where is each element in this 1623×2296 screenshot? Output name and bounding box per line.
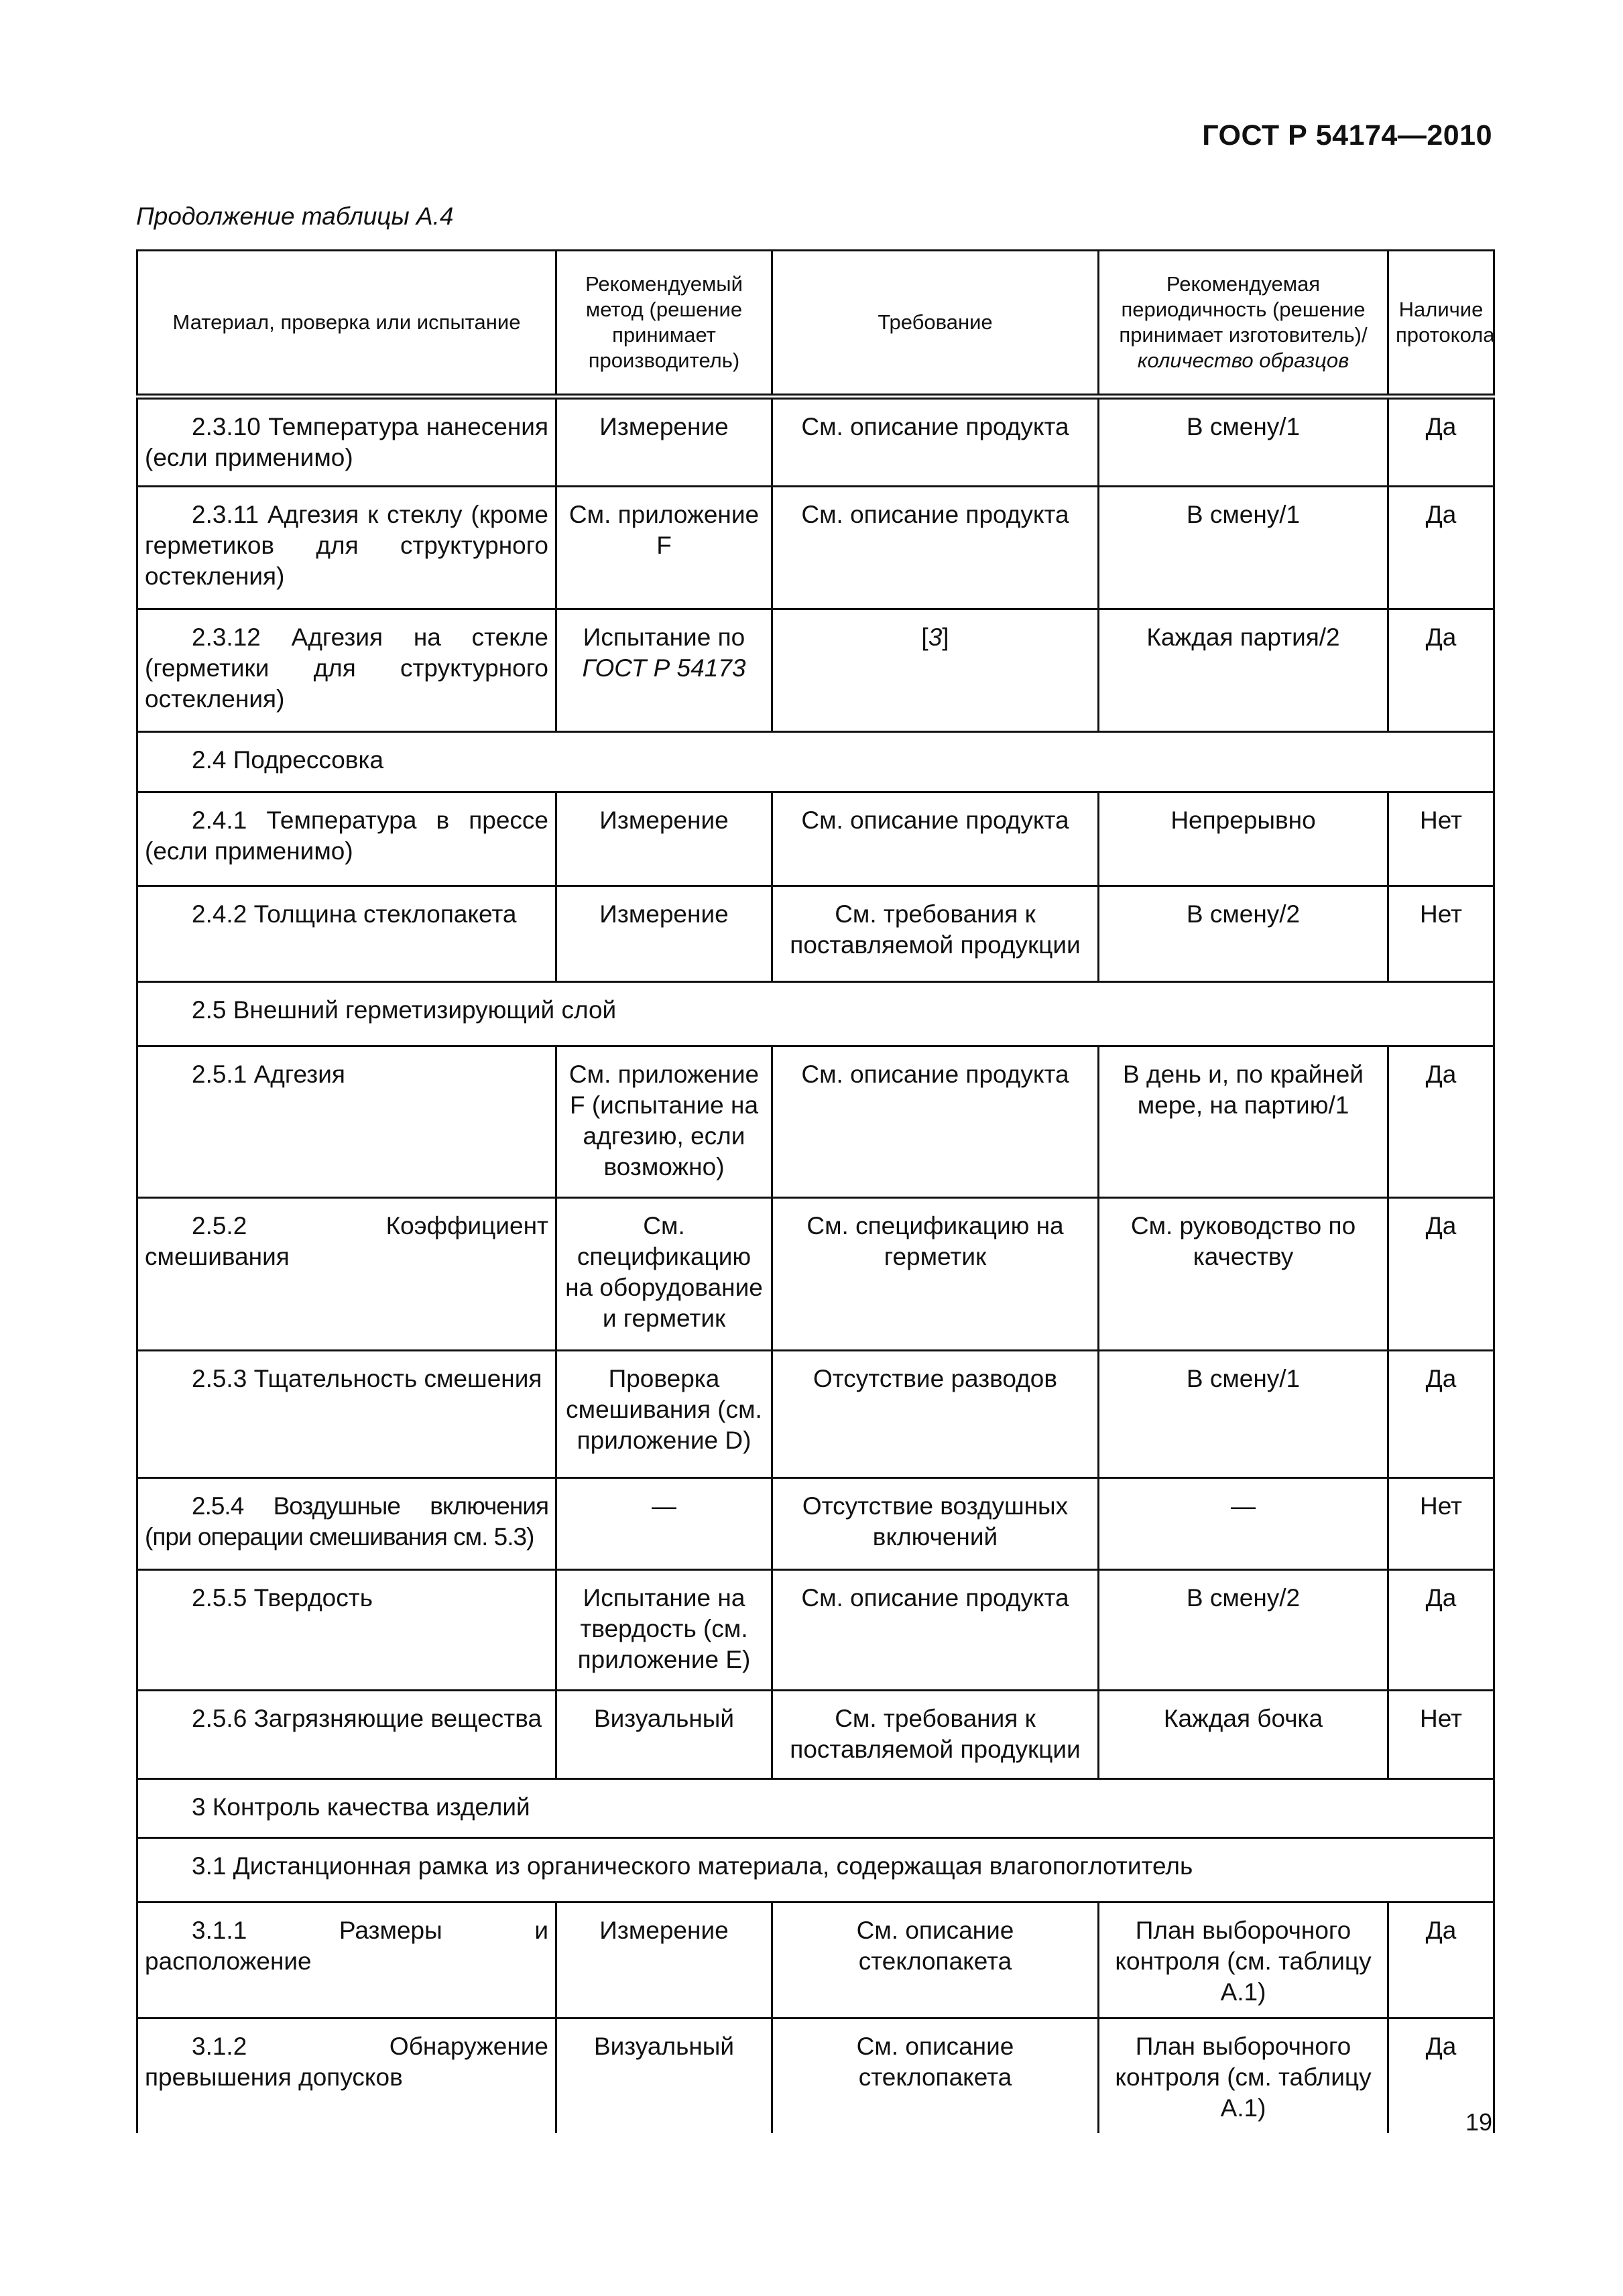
bibliography-reference: 3 [928, 623, 943, 651]
cell-frequency: Каждая партия/2 [1099, 609, 1388, 732]
cell-method: См. спецификацию на оборудование и герметик [556, 1198, 772, 1351]
cell-frequency: Непрерывно [1099, 792, 1388, 886]
cell-frequency: План выборочного контроля (см. таблицу А.1) [1099, 2018, 1388, 2134]
cell-protocol: Да [1388, 1570, 1494, 1691]
table-row [137, 1198, 1494, 1351]
table-row [137, 792, 1494, 886]
cell-requirement: См. описание продукта [772, 397, 1099, 487]
table-row [137, 1570, 1494, 1691]
section-title: 2.4 Подрессовка [137, 732, 1494, 792]
cell-item: 2.3.12 Адгезия на стекле (герметики для структурного остекления) [137, 609, 556, 732]
cell-frequency: Каждая бочка [1099, 1691, 1388, 1779]
cell-frequency: В смену/2 [1099, 1570, 1388, 1691]
cell-requirement: См. спецификацию на герметик [772, 1198, 1099, 1351]
cell-protocol: Да [1388, 487, 1494, 609]
cell-protocol: Нет [1388, 1478, 1494, 1570]
cell-protocol: Да [1388, 609, 1494, 732]
table-caption: Продолжение таблицы А.4 [136, 202, 454, 230]
header-frequency-samples: количество образцов [1137, 349, 1349, 372]
cell-frequency: В смену/1 [1099, 1351, 1388, 1478]
cell-method: Измерение [556, 886, 772, 982]
cell-item: 2.5.1 Адгезия [137, 1046, 556, 1198]
table-row [137, 397, 1494, 487]
header-material: Материал, проверка или испытание [137, 251, 556, 397]
header-frequency [1099, 251, 1388, 397]
cell-method: — [556, 1478, 772, 1570]
method-text: Испытание по [583, 623, 745, 651]
cell-requirement: Отсутствие воздушных включений [772, 1478, 1099, 1570]
cell-protocol: Да [1388, 2018, 1494, 2134]
cell-item: 2.3.11 Адгезия к стеклу (кроме герметиков для структурного остекления) [137, 487, 556, 609]
table-header-row [137, 251, 1494, 397]
cell-item: 3.1.2 Обнаружение превышения допусков [137, 2018, 556, 2134]
cell-protocol: Нет [1388, 792, 1494, 886]
cell-protocol: Нет [1388, 1691, 1494, 1779]
cell-item: 2.4.1 Температура в прессе (если применимо) [137, 792, 556, 886]
section-row [137, 1838, 1494, 1902]
cell-protocol: Да [1388, 1198, 1494, 1351]
cell-frequency: План выборочного контроля (см. таблицу А.1) [1099, 1902, 1388, 2018]
section-title: 3.1 Дистанционная рамка из органического материала, содержащая влагопоглотитель [137, 1838, 1494, 1902]
table-row [137, 1902, 1494, 2018]
cell-item: 2.5.2 Коэффициент смешивания [137, 1198, 556, 1351]
cell-method: Визуальный [556, 1691, 772, 1779]
document-code: ГОСТ Р 54174—2010 [1202, 119, 1492, 152]
header-frequency-text: Рекомендуемая периодичность (решение принимает изготовитель)/ [1119, 272, 1368, 347]
standard-reference: ГОСТ Р 54173 [582, 654, 746, 682]
cell-frequency: В смену/2 [1099, 886, 1388, 982]
cell-item: 3.1.1 Размеры и расположение [137, 1902, 556, 2018]
cell-item: 2.5.4 Воздушные включения (при операции смешивания см. 5.3) [137, 1478, 556, 1570]
cell-frequency: См. руководство по качеству [1099, 1198, 1388, 1351]
table-row [137, 1691, 1494, 1779]
cell-requirement: См. требования к поставляемой продукции [772, 1691, 1099, 1779]
cell-protocol: Да [1388, 1351, 1494, 1478]
table-row [137, 487, 1494, 609]
cell-protocol: Нет [1388, 886, 1494, 982]
cell-item: 2.5.6 Загрязняющие вещества [137, 1691, 556, 1779]
cell-item: 2.5.5 Твердость [137, 1570, 556, 1691]
table-row [137, 886, 1494, 982]
cell-requirement: См. описание продукта [772, 1570, 1099, 1691]
cell-requirement: См. описание продукта [772, 792, 1099, 886]
cell-requirement [772, 609, 1099, 732]
cell-requirement: Отсутствие разводов [772, 1351, 1099, 1478]
cell-method: Измерение [556, 1902, 772, 2018]
cell-method: Визуальный [556, 2018, 772, 2134]
cell-requirement: См. описание продукта [772, 487, 1099, 609]
page-number: 19 [1465, 2108, 1492, 2136]
table-row [137, 1351, 1494, 1478]
control-table [136, 249, 1495, 2133]
table-row [137, 2018, 1494, 2134]
cell-method [556, 609, 772, 732]
cell-protocol: Да [1388, 1046, 1494, 1198]
table-row [137, 609, 1494, 732]
section-title: 3 Контроль качества изделий [137, 1779, 1494, 1838]
cell-method: Испытание на твердость (см. приложение Е) [556, 1570, 772, 1691]
cell-method: См. приложение F (испытание на адгезию, если возможно) [556, 1046, 772, 1198]
section-row [137, 982, 1494, 1046]
table-row [137, 1478, 1494, 1570]
cell-frequency: В смену/1 [1099, 487, 1388, 609]
cell-frequency: В день и, по крайней мере, на партию/1 [1099, 1046, 1388, 1198]
header-protocol: Наличие протокола [1388, 251, 1494, 397]
cell-protocol: Да [1388, 1902, 1494, 2018]
cell-frequency: — [1099, 1478, 1388, 1570]
cell-frequency: В смену/1 [1099, 397, 1388, 487]
cell-protocol: Да [1388, 397, 1494, 487]
cell-method: Измерение [556, 397, 772, 487]
cell-item: 2.5.3 Тщательность смешения [137, 1351, 556, 1478]
section-row [137, 732, 1494, 792]
reference-bracket-close: ] [942, 623, 949, 651]
section-row [137, 1779, 1494, 1838]
section-title: 2.5 Внешний герметизирующий слой [137, 982, 1494, 1046]
cell-requirement: См. описание стеклопакета [772, 2018, 1099, 2134]
reference-bracket-open: [ [921, 623, 928, 651]
cell-requirement: См. описание стеклопакета [772, 1902, 1099, 2018]
table-row [137, 1046, 1494, 1198]
cell-item: 2.3.10 Температура нанесения (если применимо) [137, 397, 556, 487]
header-requirement: Требование [772, 251, 1099, 397]
cell-method: См. приложение F [556, 487, 772, 609]
cell-requirement: См. описание продукта [772, 1046, 1099, 1198]
header-method: Рекомендуемый метод (решение принимает производитель) [556, 251, 772, 397]
cell-method: Проверка смешивания (см. приложение D) [556, 1351, 772, 1478]
cell-item: 2.4.2 Толщина стеклопакета [137, 886, 556, 982]
cell-requirement: См. требования к поставляемой продукции [772, 886, 1099, 982]
cell-method: Измерение [556, 792, 772, 886]
